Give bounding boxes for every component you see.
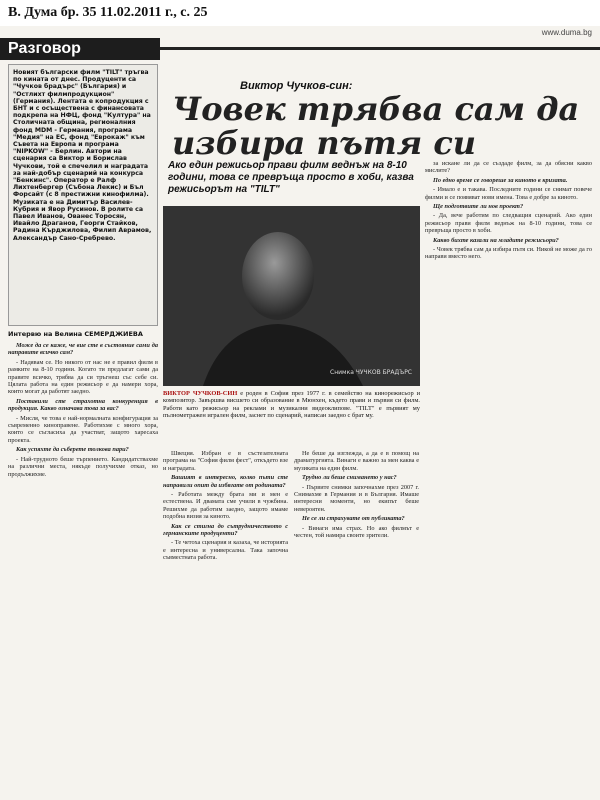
answer-paragraph: - Имало е и такава. Последните години се снимат повече филми и се появяват нови имена. Това е добре за киното. [425, 186, 592, 201]
question-paragraph: Как успяхте да съберете толкова пари? [16, 446, 129, 454]
answer-paragraph: за искане ли да се създаде филм, за да обясни какво мислите? [425, 160, 592, 175]
question-paragraph: Ще подготвите ли нов проект? [433, 203, 524, 211]
question-paragraph: Трудно ли беше снимането у нас? [302, 474, 397, 482]
byline: Интервю на Велина СЕМЕРДЖИЕВА [8, 330, 143, 338]
question-paragraph: Вашият в интересно, колко пъти сте направили опит да избягате от родината? [163, 474, 288, 489]
subheadline: Ако един режисьор прави филм веднъж на 8-10 години, това се превръща просто в хоби, казва режисьорът на "TILT" [168, 160, 414, 195]
portrait-illustration [163, 206, 420, 386]
answer-paragraph: - Най-трудното беше търпението. Кандидатствахме на различни места, някъде получихме отказ, но продължихме. [8, 455, 158, 478]
answer-paragraph: - Те четоха сценария и казаха, че историята е интересна и универсална. Така започна съвместната работа. [163, 539, 288, 562]
portrait-photo [163, 206, 420, 386]
answer-paragraph: - Винаги има страх. Но ако филмът е честен, той намира своите зрители. [294, 524, 419, 540]
question-paragraph: Не се ли страхувате от публиката? [302, 515, 405, 523]
answer-paragraph: - Работата между брата ми и мен е естествена. И двамата сме учили в чужбина. Решихме да работим заедно, защото имаме подобна визия за киното. [163, 491, 288, 521]
answer-paragraph: - Първите снимки започнахме през 2007 г. Снимахме в Германия и в България. Имаше интересни моменти, но екипът беше невероятен. [294, 483, 419, 513]
rubric-label: Разговор [0, 38, 160, 60]
masthead: В. Дума бр. 35 11.02.2011 г., с. 25 [0, 0, 600, 26]
column-2 [163, 450, 288, 794]
question-paragraph: По едно време се говореше за киното в кризата. [433, 176, 568, 184]
film-info-box: Новият български филм "TILT" тръгва по кината от днес. Продуценти са "Чучков брадърс" (България) и "Остлихт филмпродукцион" (Германия). Лентата е копродукция с БНТ и с осъществена с финансовата подкрепа на НФЦ, фонд "Култура" на Столичната община, регионалния фонд MDM - Германия, програма "Медия" на ЕС, фонд "Еврокаж" към Съвета на Европа и програма "NIPKOW" - Берлин. Автори на сценария са Виктор и Борислав Чучкови, той е спечелил и наградата за най-добър сценарий на конкурса "Бенкинс". Оператор е Ралф Лихтенбергер (Събона Лекис) и Бъл Форсайт (с 8 престижни кинофилма). Музиката е на Димитър Василев-Кубрия и Явор Русинов. В ролите са Павел Иванов, Ованес Торосян, Ивайло Драганов, Георги Стайков, Радина Кърджилова, Филип Аврамов, Александър Сано-Сребрево. [8, 64, 158, 326]
answer-paragraph: - Мисля, че това е най-нормалната конфигурация за съвременно киноправене. Работихме с много хора, които се съгласиха да участват, защото харесаха проекта. [8, 414, 158, 444]
interviewee-name: Виктор Чучков-син: [240, 80, 353, 92]
question-paragraph: Какво бихте казали на младите режисьори? [433, 236, 559, 244]
author-bio [163, 390, 420, 420]
question-paragraph: Как се стигна до сътрудничеството с германските продуценти? [163, 522, 288, 538]
question-paragraph: Поставили сте страхотна конкуренция в продукция. Какво означава това за вас? [8, 397, 158, 413]
column-1 [8, 342, 158, 794]
column-3 [294, 450, 419, 794]
answer-paragraph: - Човек трябва сам да избира пътя си. Никой не може да го направи вместо него. [425, 246, 592, 261]
answer-paragraph: Не беше да изглежда, а да е в помощ на драматургията. Винаги е важно за мен каква е музиката на един филм. [294, 450, 419, 472]
column-4 [425, 160, 592, 794]
answer-paragraph: - Да, вече работим по следващия сценарий. Ако един режисьор прави филм веднъж на 8-10 години, това се превръща просто в хоби. [425, 212, 592, 235]
rubric-bar [0, 28, 600, 60]
question-paragraph: Може да се каже, че вие сте в състояние сами да направите всичко сам? [8, 342, 158, 357]
headline: Човек трябва сам да избира пътя си [172, 90, 580, 162]
answer-paragraph: Швеция. Избран е в състезателната програма на "София филм фест", откъдето взе и наградата. [163, 450, 288, 472]
photo-caption: Снимка ЧУЧКОВ БРАДЪРС [330, 369, 412, 376]
bio-name: ВИКТОР ЧУЧКОВ-СИН [163, 390, 238, 397]
bio-text: е роден в София през 1977 г. в семейство на кинорежисьор и композитор. Завършва висшето си образование в Мюнхен, където прави и първия си филм. Работи като режисьор на реклами и музикални видеоклипове. "TILT" е първият му пълнометражен игрален филм, заснет по сценарий, написан заедно с брат му. [163, 390, 420, 420]
rubric-rule [160, 47, 600, 50]
answer-paragraph: - Надявам се. Но никого от нас не е правил филм в рамките на 8-10 години. Когато ти предлагат сами да правите всичко, трябва да си тръгнеш със себе си. Цялата работа на един режисьор е да намери хора, които могат да работят заедно. [8, 358, 158, 396]
site-url: www.duma.bg [541, 28, 592, 37]
